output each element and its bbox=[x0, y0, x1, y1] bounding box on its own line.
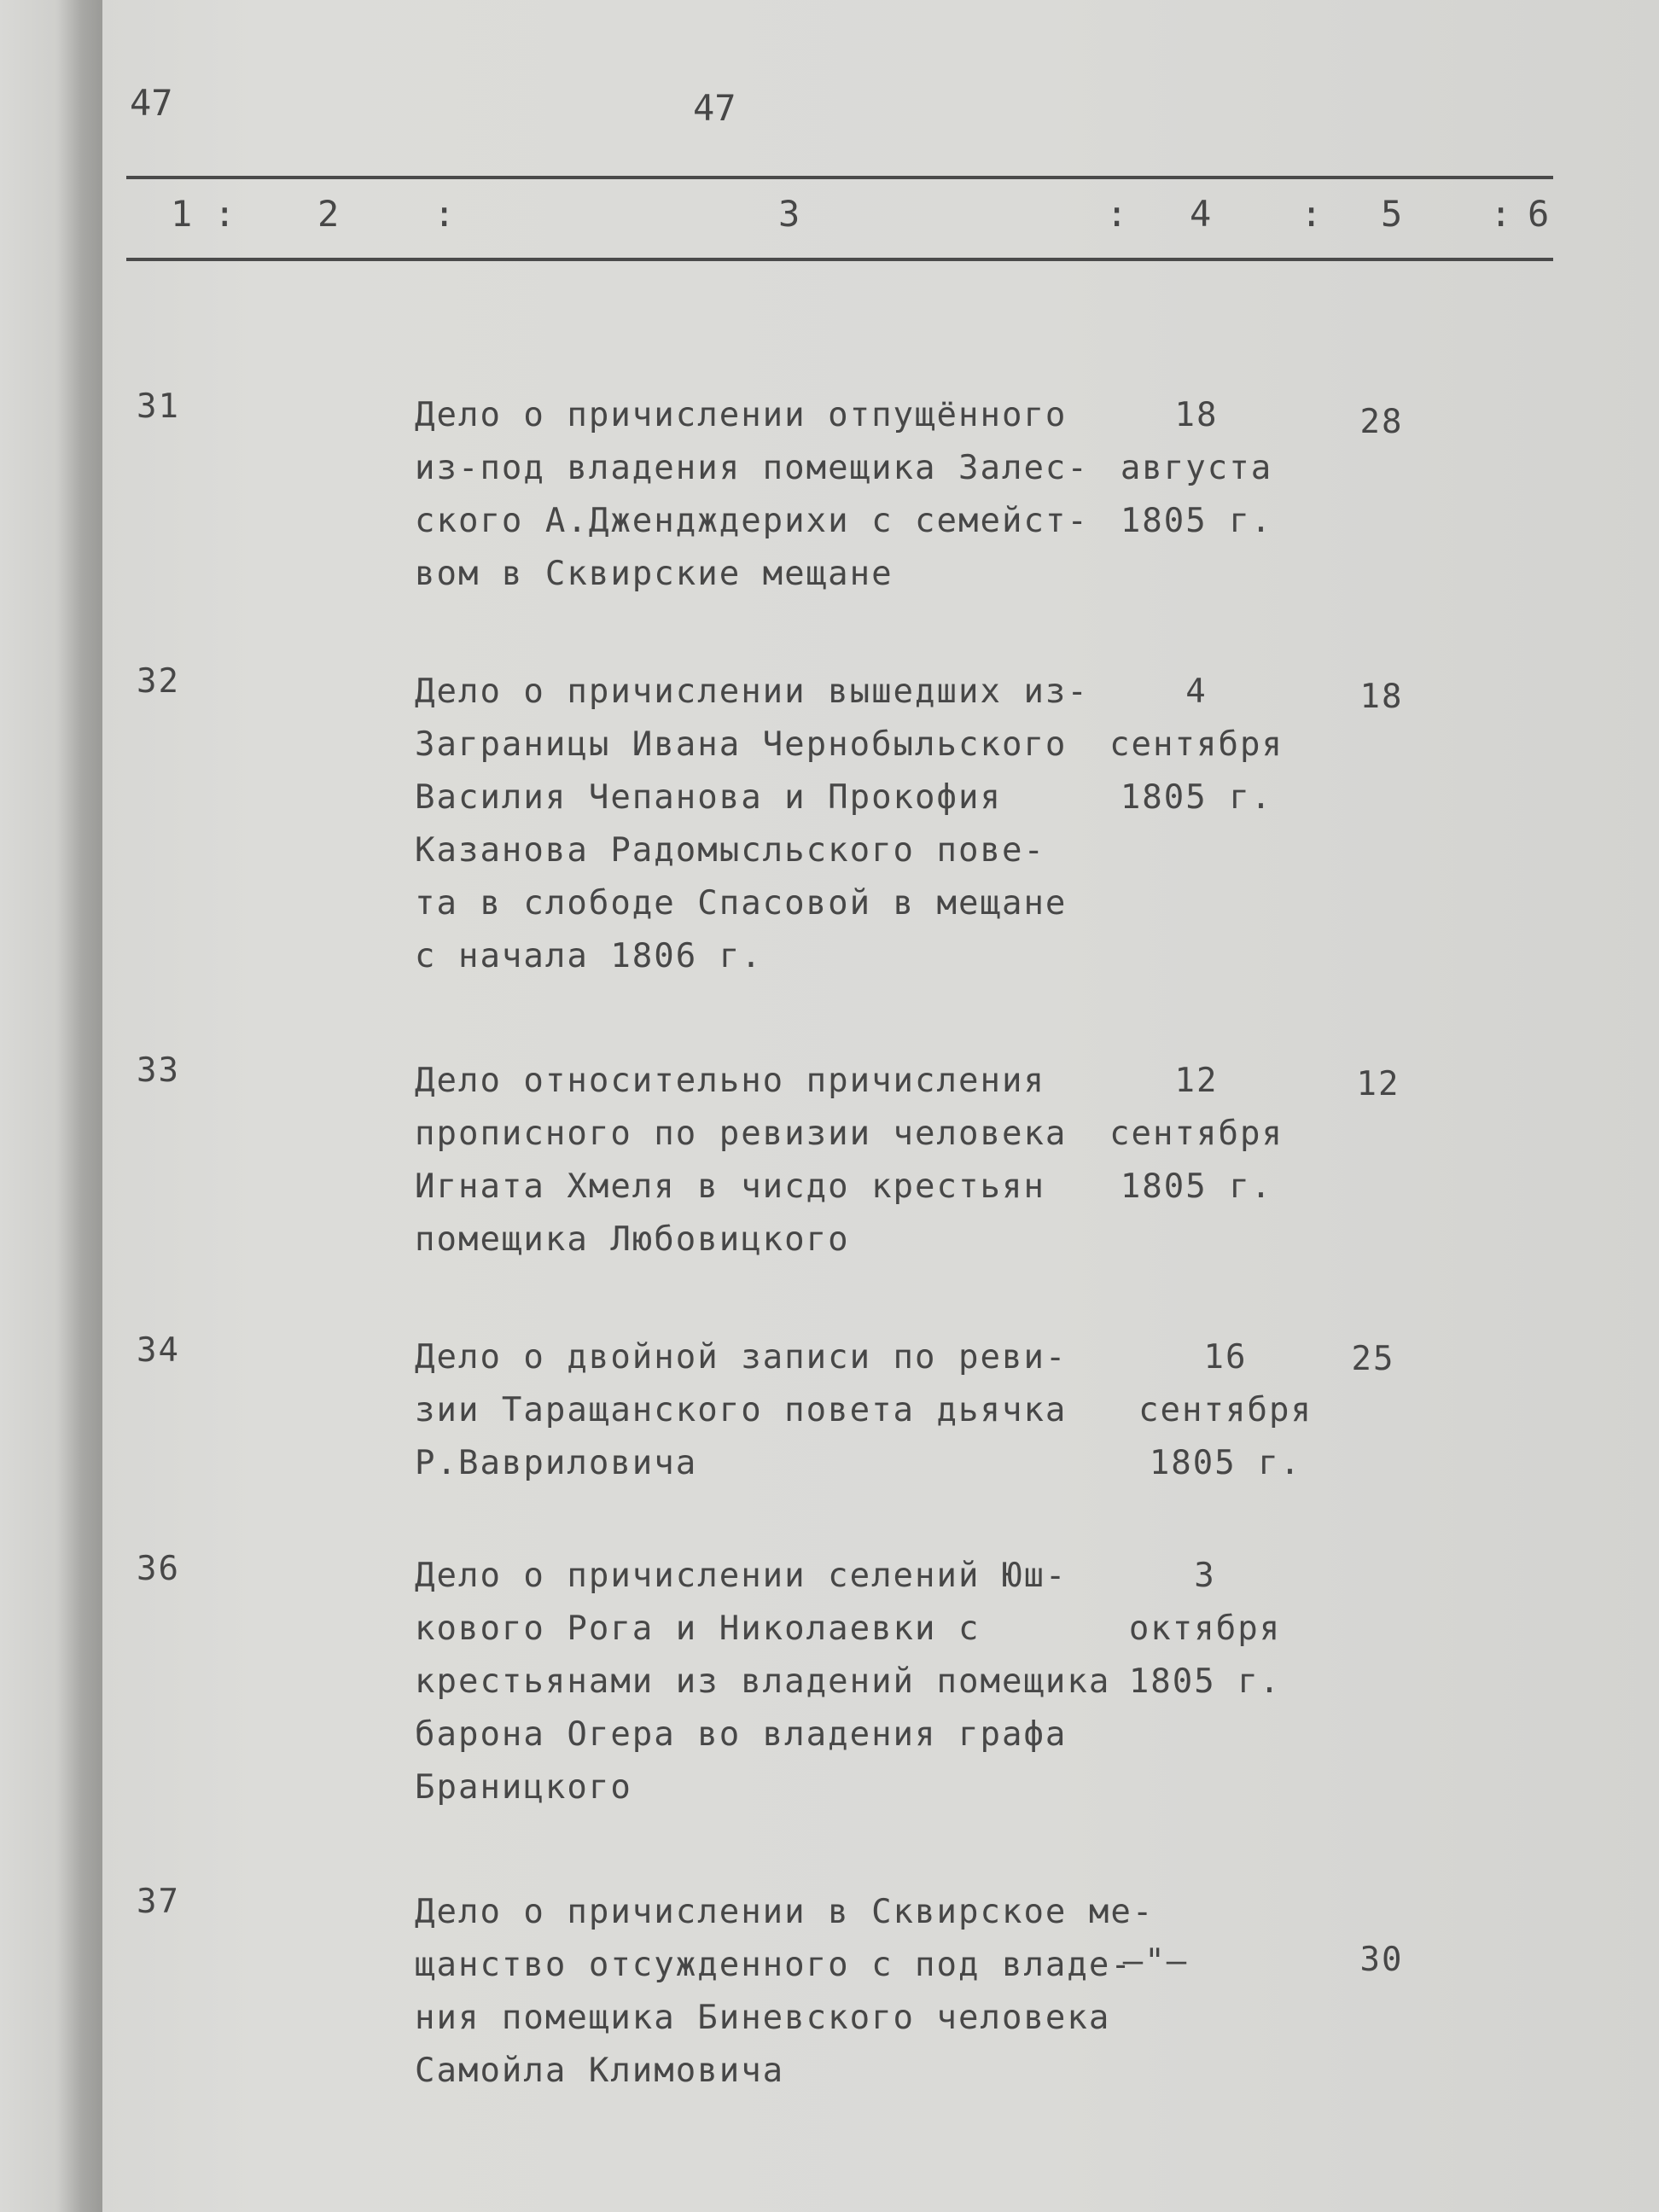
header-col-3: 3 bbox=[778, 193, 800, 235]
entry-date: 3 октября 1805 г. bbox=[1128, 1557, 1282, 1701]
entry-date: 12 сентября 1805 г. bbox=[1109, 1062, 1284, 1206]
header-sep-2: : bbox=[1106, 193, 1128, 235]
entry-number: 34 bbox=[137, 1331, 180, 1370]
page-number-left: 47 bbox=[130, 82, 173, 124]
entry-description: Дело о причислении вышедших из- Заграницы Ивана Чернобыльского Василия Чепанова и Прокофия Казанова Радомысльского пове- та в слободе Спасовой в мещане с начала 1806 г. bbox=[415, 672, 1089, 975]
table-header-top-rule bbox=[126, 176, 1553, 179]
entry-description: Дело относительно причисления прописного по ревизии человека Игната Хмеля в чисдо крестьян помещика Любовицкого bbox=[415, 1062, 1068, 1259]
header-col-6: 6 bbox=[1528, 193, 1550, 235]
entry-sheet-count: 12 bbox=[1356, 1065, 1400, 1103]
entry-description: Дело о причислении в Сквирское ме- щанство отсужденного с под владе- ния помещика Биневского человека Самойла Климовича bbox=[415, 1893, 1155, 2090]
entry-date: 4 сентября 1805 г. bbox=[1109, 672, 1284, 817]
entry-sheet-count: 28 bbox=[1359, 403, 1404, 441]
header-col-1: 1 : bbox=[171, 193, 236, 235]
entry-number: 31 bbox=[137, 387, 180, 426]
entry-sheet-count: 30 bbox=[1359, 1941, 1404, 1979]
entry-date: 18 августа 1805 г. bbox=[1120, 396, 1273, 540]
entry-date-ditto: —"— bbox=[1122, 1942, 1189, 1981]
header-col-2: 2 bbox=[317, 193, 340, 235]
entry-number: 33 bbox=[137, 1051, 180, 1090]
page-binding-shadow bbox=[0, 0, 102, 2212]
entry-number: 32 bbox=[137, 662, 180, 701]
entry-sheet-count: 18 bbox=[1359, 678, 1404, 716]
entry-date: 16 сентября 1805 г. bbox=[1138, 1338, 1313, 1482]
entry-number: 37 bbox=[137, 1883, 180, 1921]
page-number-center: 47 bbox=[693, 87, 736, 129]
header-sep-1: : bbox=[434, 193, 456, 235]
header-col-4: 4 bbox=[1190, 193, 1212, 235]
entry-number: 36 bbox=[137, 1550, 180, 1588]
header-col-5: 5 bbox=[1381, 193, 1403, 235]
entry-description: Дело о двойной записи по реви- зии Таращанского повета дьячка Р.Вавриловича bbox=[415, 1338, 1068, 1482]
header-sep-4: : bbox=[1490, 193, 1512, 235]
entry-description: Дело о причислении отпущённого из-под владения помещика Залес- ского А.Джендждерихи с семейст- вом в Сквирские мещане bbox=[415, 396, 1089, 593]
table-header-bottom-rule bbox=[126, 258, 1553, 261]
entry-description: Дело о причислении селений Юш- кового Рога и Николаевки с крестьянами из владений помещика барона Огера во владения графа Браницкого bbox=[415, 1557, 1111, 1807]
entry-sheet-count: 25 bbox=[1351, 1340, 1395, 1378]
header-sep-3: : bbox=[1301, 193, 1323, 235]
